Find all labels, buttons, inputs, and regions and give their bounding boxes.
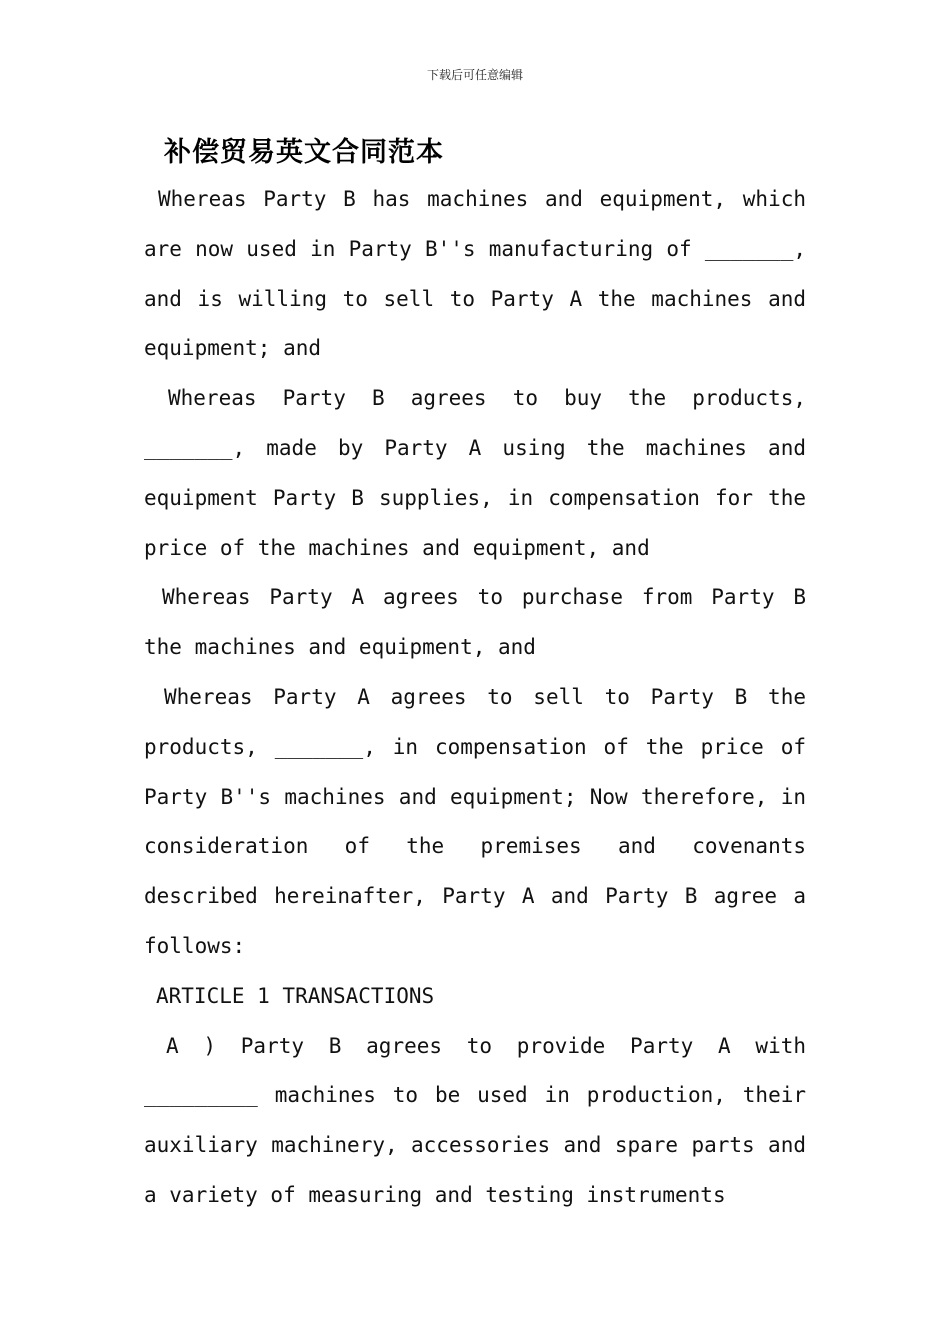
paragraph-whereas-3: Whereas Party A agrees to purchase from Party B the machines and equipment, and xyxy=(144,585,806,660)
header-note: 下载后可任意编辑 xyxy=(426,68,523,82)
article-heading: ARTICLE 1 TRANSACTIONS xyxy=(156,983,435,1008)
paragraph-whereas-4: Whereas Party A agrees to sell to Party B the products, _______, in compensation of the price of Party B''s machines and equipment; Now therefore, in consideration of the premises and covenants described hereinafter, Party A and Party B agree a follows: xyxy=(144,684,806,958)
paragraph-article-1-a: A ) Party B agrees to provide Party A with _________ machines to be used in production, their auxiliary machinery, accessories and spare parts and a variety of measuring and testing instruments xyxy=(144,1033,806,1207)
document-title: 补偿贸易英文合同范本 xyxy=(164,137,444,168)
paragraph-whereas-2: Whereas Party B agrees to buy the products, _______, made by Party A using the machines and equipment Party B supplies, in compensation for the price of the machines and equipment, and xyxy=(144,386,806,560)
contract-body xyxy=(144,175,806,1221)
paragraph-whereas-1: Whereas Party B has machines and equipment, which are now used in Party B''s manufacturing of _______, and is willing to sell to Party A the machines and equipment; and xyxy=(144,187,806,361)
